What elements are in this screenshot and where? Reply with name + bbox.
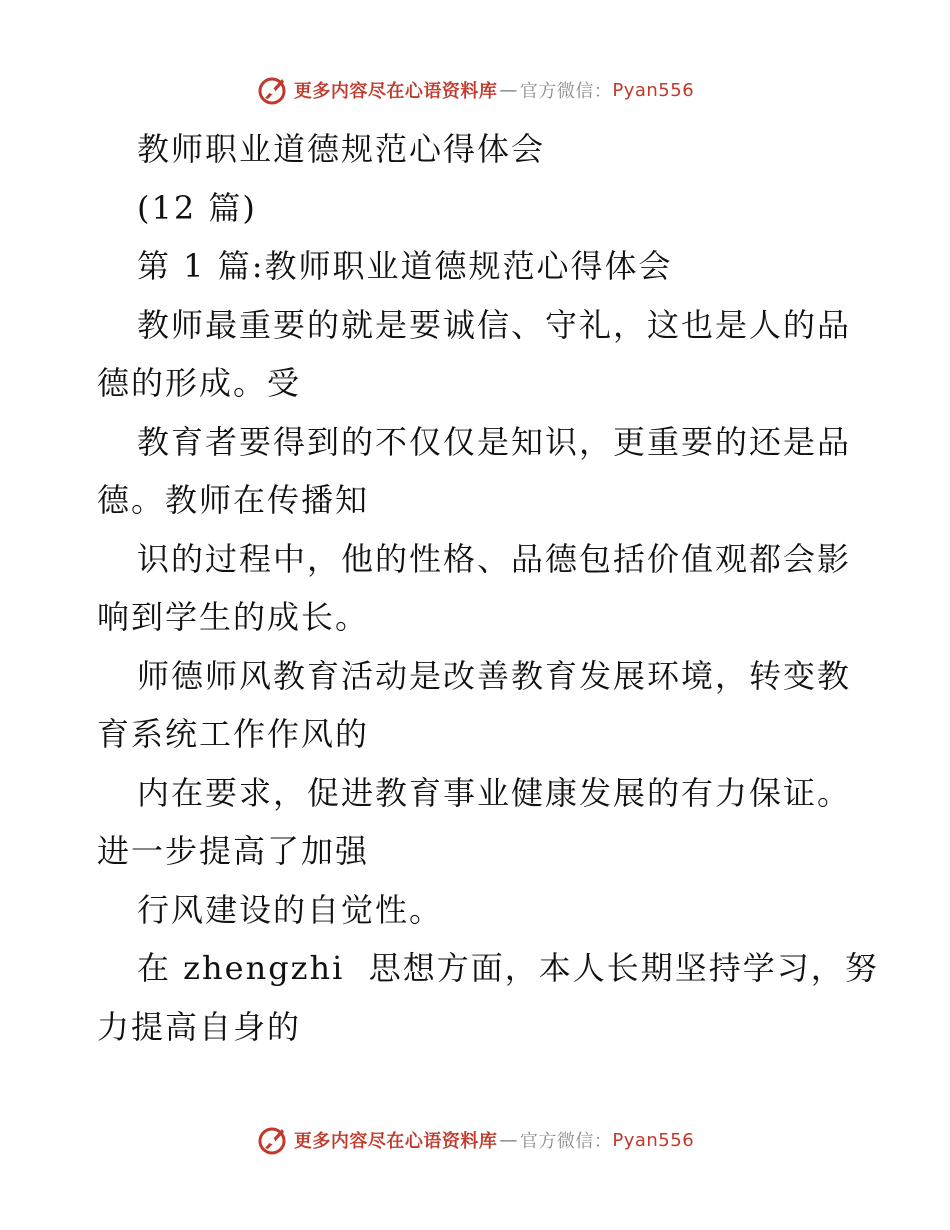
paragraph-line: 教师最重要的就是要诚信、守礼，这也是人的品	[137, 305, 852, 344]
banner-wechat-label: 官方微信：	[519, 1131, 613, 1152]
banner-wechat-label: 官方微信：	[519, 81, 613, 102]
paragraph-line: 德。教师在传播知	[97, 481, 370, 519]
footer-watermark-banner	[0, 1120, 950, 1160]
paragraph-line: 识的过程中，他的性格、品德包括价值观都会影	[137, 539, 852, 578]
paragraph-line: 进一步提高了加强	[97, 832, 370, 870]
paragraph-line: 内在要求，促进教育事业健康发展的有力保证。	[137, 773, 852, 812]
document-body	[97, 120, 879, 1056]
paragraph-line: 力提高自身的	[97, 1007, 302, 1046]
paragraph-line: 德的形成。受	[97, 364, 302, 402]
quill-pen-logo-icon	[256, 74, 288, 106]
banner-separator: —	[499, 79, 518, 101]
banner-wechat-id: Pyan556	[612, 79, 695, 101]
header-watermark-banner	[0, 70, 950, 110]
paragraph-line: 响到学生的成长。	[97, 598, 370, 636]
document-count: (12 篇)	[137, 188, 257, 227]
document-title: 教师职业道德规范心得体会	[137, 130, 546, 168]
paragraph-line: 教育者要得到的不仅仅是知识，更重要的还是品	[137, 422, 852, 461]
banner-text: 更多内容尽在心语资料库	[293, 81, 498, 102]
paragraph-line: 育系统工作作风的	[97, 715, 370, 753]
banner-separator: —	[499, 1129, 518, 1151]
banner-text: 更多内容尽在心语资料库	[293, 1131, 498, 1152]
chapter-heading: 第 1 篇:教师职业道德规范心得体会	[137, 247, 673, 285]
quill-pen-logo-icon	[256, 1124, 288, 1156]
paragraph-line: 师德师风教育活动是改善教育发展环境，转变教	[137, 656, 852, 695]
paragraph-line: 在 zhengzhi 思想方面，本人长期坚持学习，努	[137, 949, 879, 987]
banner-wechat-id: Pyan556	[612, 1129, 695, 1151]
paragraph-line: 行风建设的自觉性。	[137, 890, 444, 929]
